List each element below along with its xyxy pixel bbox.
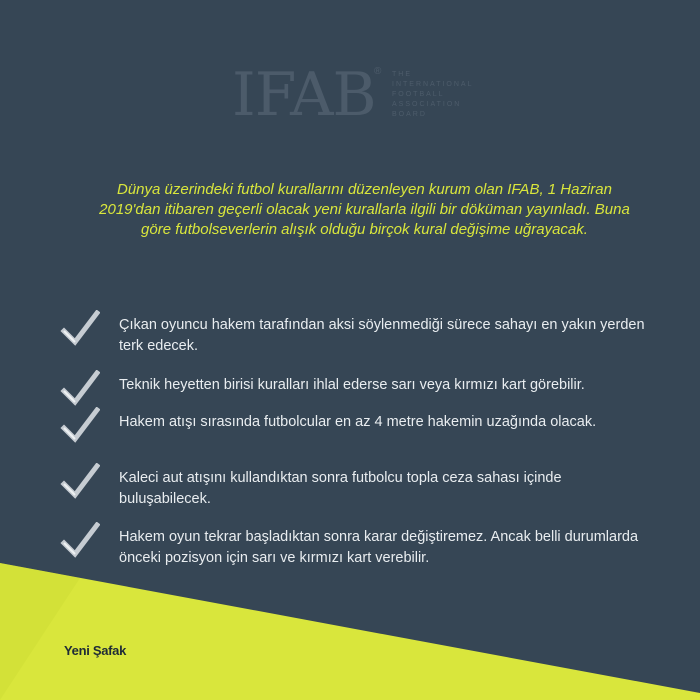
rule-item (60, 463, 660, 507)
checkmark-icon (60, 370, 100, 410)
logo-subtitle: THE INTERNATIONAL FOOTBALL ASSOCIATION BOARD (392, 71, 474, 118)
intro-paragraph: Dünya üzerindeki futbol kurallarını düzenleyen kurum olan IFAB, 1 Haziran 2019'dan itibaren geçerli olacak yeni kurallarla ilgili bir döküman yayınladı. Buna göre futbolseverlerin alışık olduğu birçok kural değişime uğrayacak. (99, 181, 630, 238)
rule-item (60, 407, 660, 451)
rule-text: Hakem atışı sırasında futbolcular en az 4 metre hakemin uzağında olacak. (119, 414, 597, 430)
rule-text: Teknik heyetten birisi kuralları ihlal ederse sarı veya kırmızı kart görebilir. (119, 377, 585, 393)
checkmark-icon (60, 407, 100, 447)
logo-wordmark: IFAB (232, 60, 376, 130)
rule-text: Çıkan oyuncu hakem tarafından aksi söylenmediği sürece sahayı en yakın yerden terk edecek. (119, 317, 645, 354)
brand-logo: Yeni Şafak (64, 643, 127, 658)
checkmark-icon (60, 310, 100, 350)
rule-item (60, 522, 660, 566)
rule-text: Hakem oyun tekrar başladıktan sonra karar değiştiremez. Ancak belli durumlarda önceki pozisyon için sarı ve kırmızı kart verebilir. (119, 529, 639, 566)
rule-item (60, 310, 660, 354)
logo-registered-mark: ® (374, 66, 382, 77)
rule-text: Kaleci aut atışını kullandıktan sonra futbolcu topla ceza sahası içinde buluşabilecek. (119, 470, 562, 507)
checkmark-icon (60, 463, 100, 503)
checkmark-icon (60, 522, 100, 562)
